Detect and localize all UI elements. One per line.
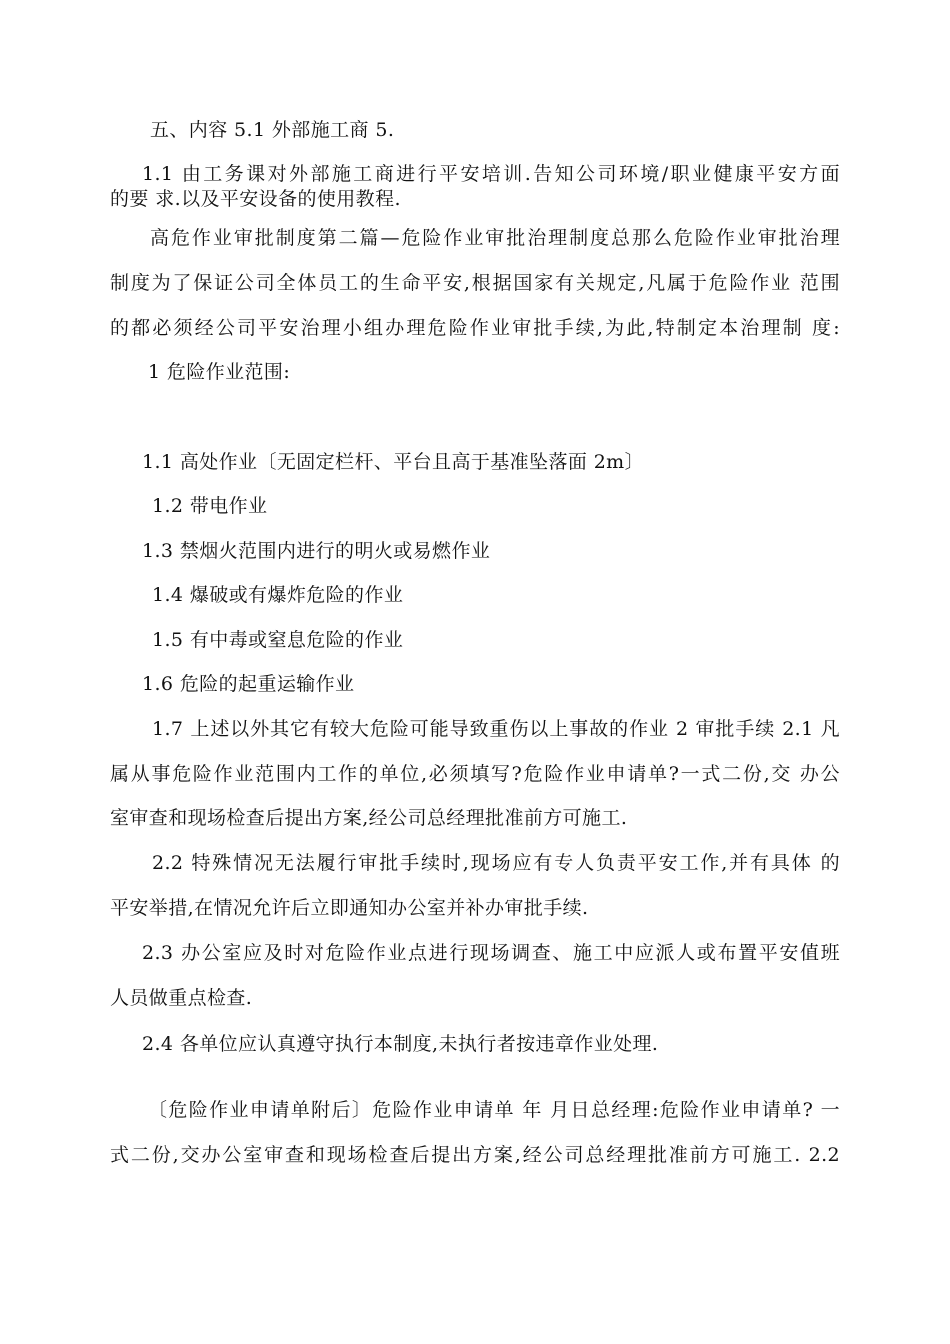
paragraph-line: 的要 求.以及平安设备的使用教程.	[110, 188, 401, 210]
list-item: 1.1 高处作业〔无固定栏杆、平台且高于基准坠落面 2m〕	[142, 451, 645, 473]
list-item: 1.2 带电作业	[152, 495, 268, 517]
list-item: 1.3 禁烟火范围内进行的明火或易燃作业	[142, 540, 491, 562]
paragraph-line: 2.4 各单位应认真遵守执行本制度,未执行者按违章作业处理.	[142, 1033, 659, 1055]
paragraph-line: 1.1 由工务课对外部施工商进行平安培训.告知公司环境/职业健康平安方面	[142, 163, 840, 185]
paragraph-line: 平安举措,在情况允许后立即通知办公室并补办审批手续.	[110, 897, 589, 919]
list-item: 1.5 有中毒或窒息危险的作业	[152, 629, 404, 651]
paragraph-line: 的都必须经公司平安治理小组办理危险作业审批手续,为此,特制定本治理制 度:	[110, 317, 840, 339]
paragraph-line: 人员做重点检查.	[110, 987, 253, 1009]
paragraph-line: 1.7 上述以外其它有较大危险可能导致重伤以上事故的作业 2 审批手续 2.1 凡	[152, 718, 840, 740]
paragraph-line: 2.3 办公室应及时对危险作业点进行现场调查、施工中应派人或布置平安值班	[142, 942, 840, 964]
paragraph-line: 式二份,交办公室审查和现场检查后提出方案,经公司总经理批准前方可施工. 2.2	[110, 1144, 840, 1166]
list-item: 1.4 爆破或有爆炸危险的作业	[152, 584, 404, 606]
list-heading: 1 危险作业范围:	[148, 361, 291, 383]
paragraph-line: 制度为了保证公司全体员工的生命平安,根据国家有关规定,凡属于危险作业 范围	[110, 272, 840, 294]
paragraph-line: 高危作业审批制度第二篇—危险作业审批治理制度总那么危险作业审批治理	[150, 227, 840, 249]
list-item: 1.6 危险的起重运输作业	[142, 673, 355, 695]
section-heading: 五、内容 5.1 外部施工商 5.	[150, 119, 395, 141]
paragraph-line: 2.2 特殊情况无法履行审批手续时,现场应有专人负责平安工作,并有具体 的	[152, 852, 840, 874]
paragraph-line: 室审查和现场检查后提出方案,经公司总经理批准前方可施工.	[110, 807, 628, 829]
paragraph-line: 〔危险作业申请单附后〕危险作业申请单 年 月日总经理:危险作业申请单? 一	[148, 1099, 840, 1121]
paragraph-line: 属从事危险作业范围内工作的单位,必须填写?危险作业申请单?一式二份,交 办公	[110, 763, 840, 785]
